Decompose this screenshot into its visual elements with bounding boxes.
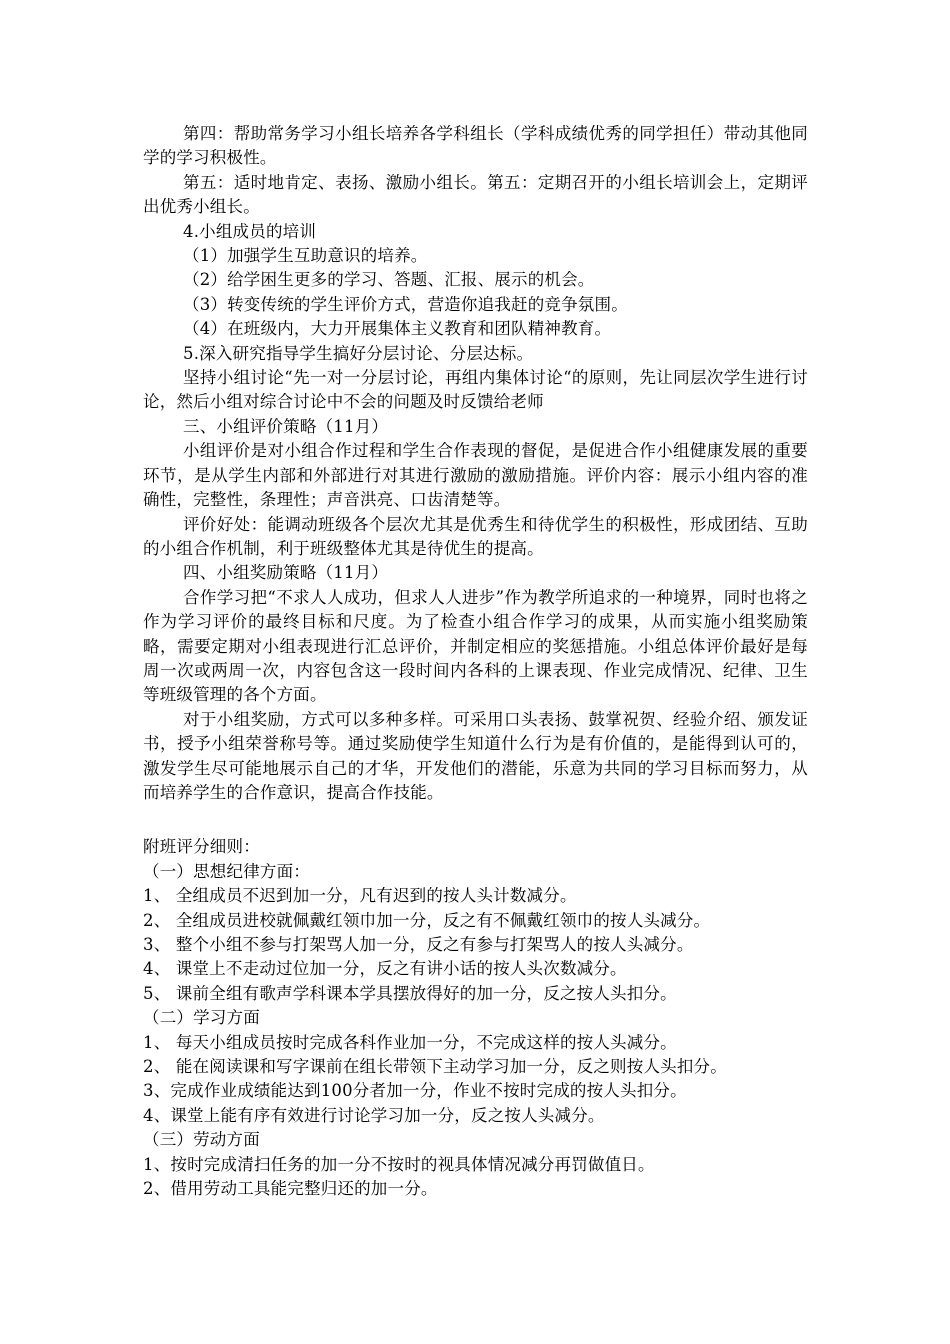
appendix-scoring-rules <box>143 835 808 1201</box>
list-item: 4、课堂上能有序有效进行讨论学习加一分，反之按人头减分。 <box>143 1105 605 1125</box>
list-item: 2、借用劳动工具能完整归还的加一分。 <box>143 1179 438 1199</box>
group-heading-discipline: （一）思想纪律方面： <box>143 861 310 881</box>
paragraph-evaluation-benefits: 评价好处：能调动班级各个层次尤其是优秀生和待优学生的积极性，形成团结、互助的小组合作机制，利于班级整体尤其是待优生的提高。 <box>143 514 808 558</box>
list-item: 5、 课前全组有歌声学科课本学具摆放得好的加一分，反之按人头扣分。 <box>143 983 677 1003</box>
heading-reward-strategy: 四、小组奖励策略（11月） <box>183 563 389 583</box>
paragraph-reward-1: 合作学习把“不求人人成功，但求人人进步”作为教学所追求的一种境界，同时也将之作为学习评价的最终目标和尺度。为了检查小组合作学习的成果，从而实施小组奖励策略，需要定期对小组表现进行汇总评价，并制定相应的奖惩措施。小组总体评价最好是每周一次或两周一次，内容包含这一段时间内各科的上课表现、作业完成情况、纪律、卫生等班级管理的各个方面。 <box>143 587 808 705</box>
list-item: 3、完成作业成绩能达到100分者加一分，作业不按时完成的按人头扣分。 <box>143 1081 687 1101</box>
spacer <box>143 805 808 835</box>
paragraph-fifth: 第五：适时地肯定、表扬、激励小组长。第五：定期召开的小组长培训会上，定期评出优秀小组长。 <box>143 172 808 217</box>
heading-layered-discussion: 5.深入研究指导学生搞好分层讨论、分层达标。 <box>183 343 534 363</box>
appendix-title: 附班评分细则： <box>143 837 260 857</box>
list-item: 2、 能在阅读课和写字课前在组长带领下主动学习加一分，反之则按人头扣分。 <box>143 1057 727 1077</box>
paragraph-reward-2: 对于小组奖励，方式可以多种多样。可采用口头表扬、鼓掌祝贺、经验介绍、颁发证书，授予小组荣誉称号等。通过奖励使学生知道什么行为是有价值的，是能得到认可的，激发学生尽可能地展示自己的才华，开发他们的潜能，乐意为共同的学习目标而努力，从而培养学生的合作意识，提高合作技能。 <box>143 709 808 802</box>
list-item: 1、 全组成员不迟到加一分，凡有迟到的按人头计数减分。 <box>143 886 577 906</box>
paragraph-discussion: 坚持小组讨论“先一对一分层讨论，再组内集体讨论“的原则，先让同层次学生进行讨论，然后小组对综合讨论中不会的问题及时反馈给老师 <box>143 368 808 412</box>
list-item: （1）加强学生互助意识的培养。 <box>183 246 428 266</box>
list-item: 2、 全组成员进校就佩戴红领巾加一分，反之有不佩戴红领巾的按人头减分。 <box>143 910 711 930</box>
group-heading-study: （二）学习方面 <box>143 1008 260 1028</box>
list-item: 4、 课堂上不走动过位加一分，反之有讲小话的按人头次数减分。 <box>143 959 627 979</box>
list-item: （4）在班级内，大力开展集体主义教育和团队精神教育。 <box>183 319 612 339</box>
list-item: 1、按时完成清扫任务的加一分不按时的视具体情况减分再罚做值日。 <box>143 1154 655 1174</box>
list-item: （2）给学困生更多的学习、答题、汇报、展示的机会。 <box>183 270 595 290</box>
document-page <box>143 122 808 1201</box>
list-item: 1、 每天小组成员按时完成各科作业加一分，不完成这样的按人头减分。 <box>143 1032 677 1052</box>
heading-evaluation-strategy: 三、小组评价策略（11月） <box>183 416 389 436</box>
paragraph-evaluation: 小组评价是对小组合作过程和学生合作表现的督促，是促进合作小组健康发展的重要环节，是从学生内部和外部进行对其进行激励的激励措施。评价内容：展示小组内容的准确性，完整性，条理性；声音洪亮、口齿清楚等。 <box>143 441 808 510</box>
list-item: 3、 整个小组不参与打架骂人加一分，反之有参与打架骂人的按人头减分。 <box>143 935 694 954</box>
paragraph-fourth: 第四：帮助常务学习小组长培养各学科组长（学科成绩优秀的同学担任）带动其他同学的学习积极性。 <box>143 124 808 168</box>
heading-member-training: 4.小组成员的培训 <box>183 221 317 241</box>
group-heading-labor: （三）劳动方面 <box>143 1130 260 1150</box>
list-item: （3）转变传统的学生评价方式，营造你追我赶的竞争氛围。 <box>183 294 628 314</box>
